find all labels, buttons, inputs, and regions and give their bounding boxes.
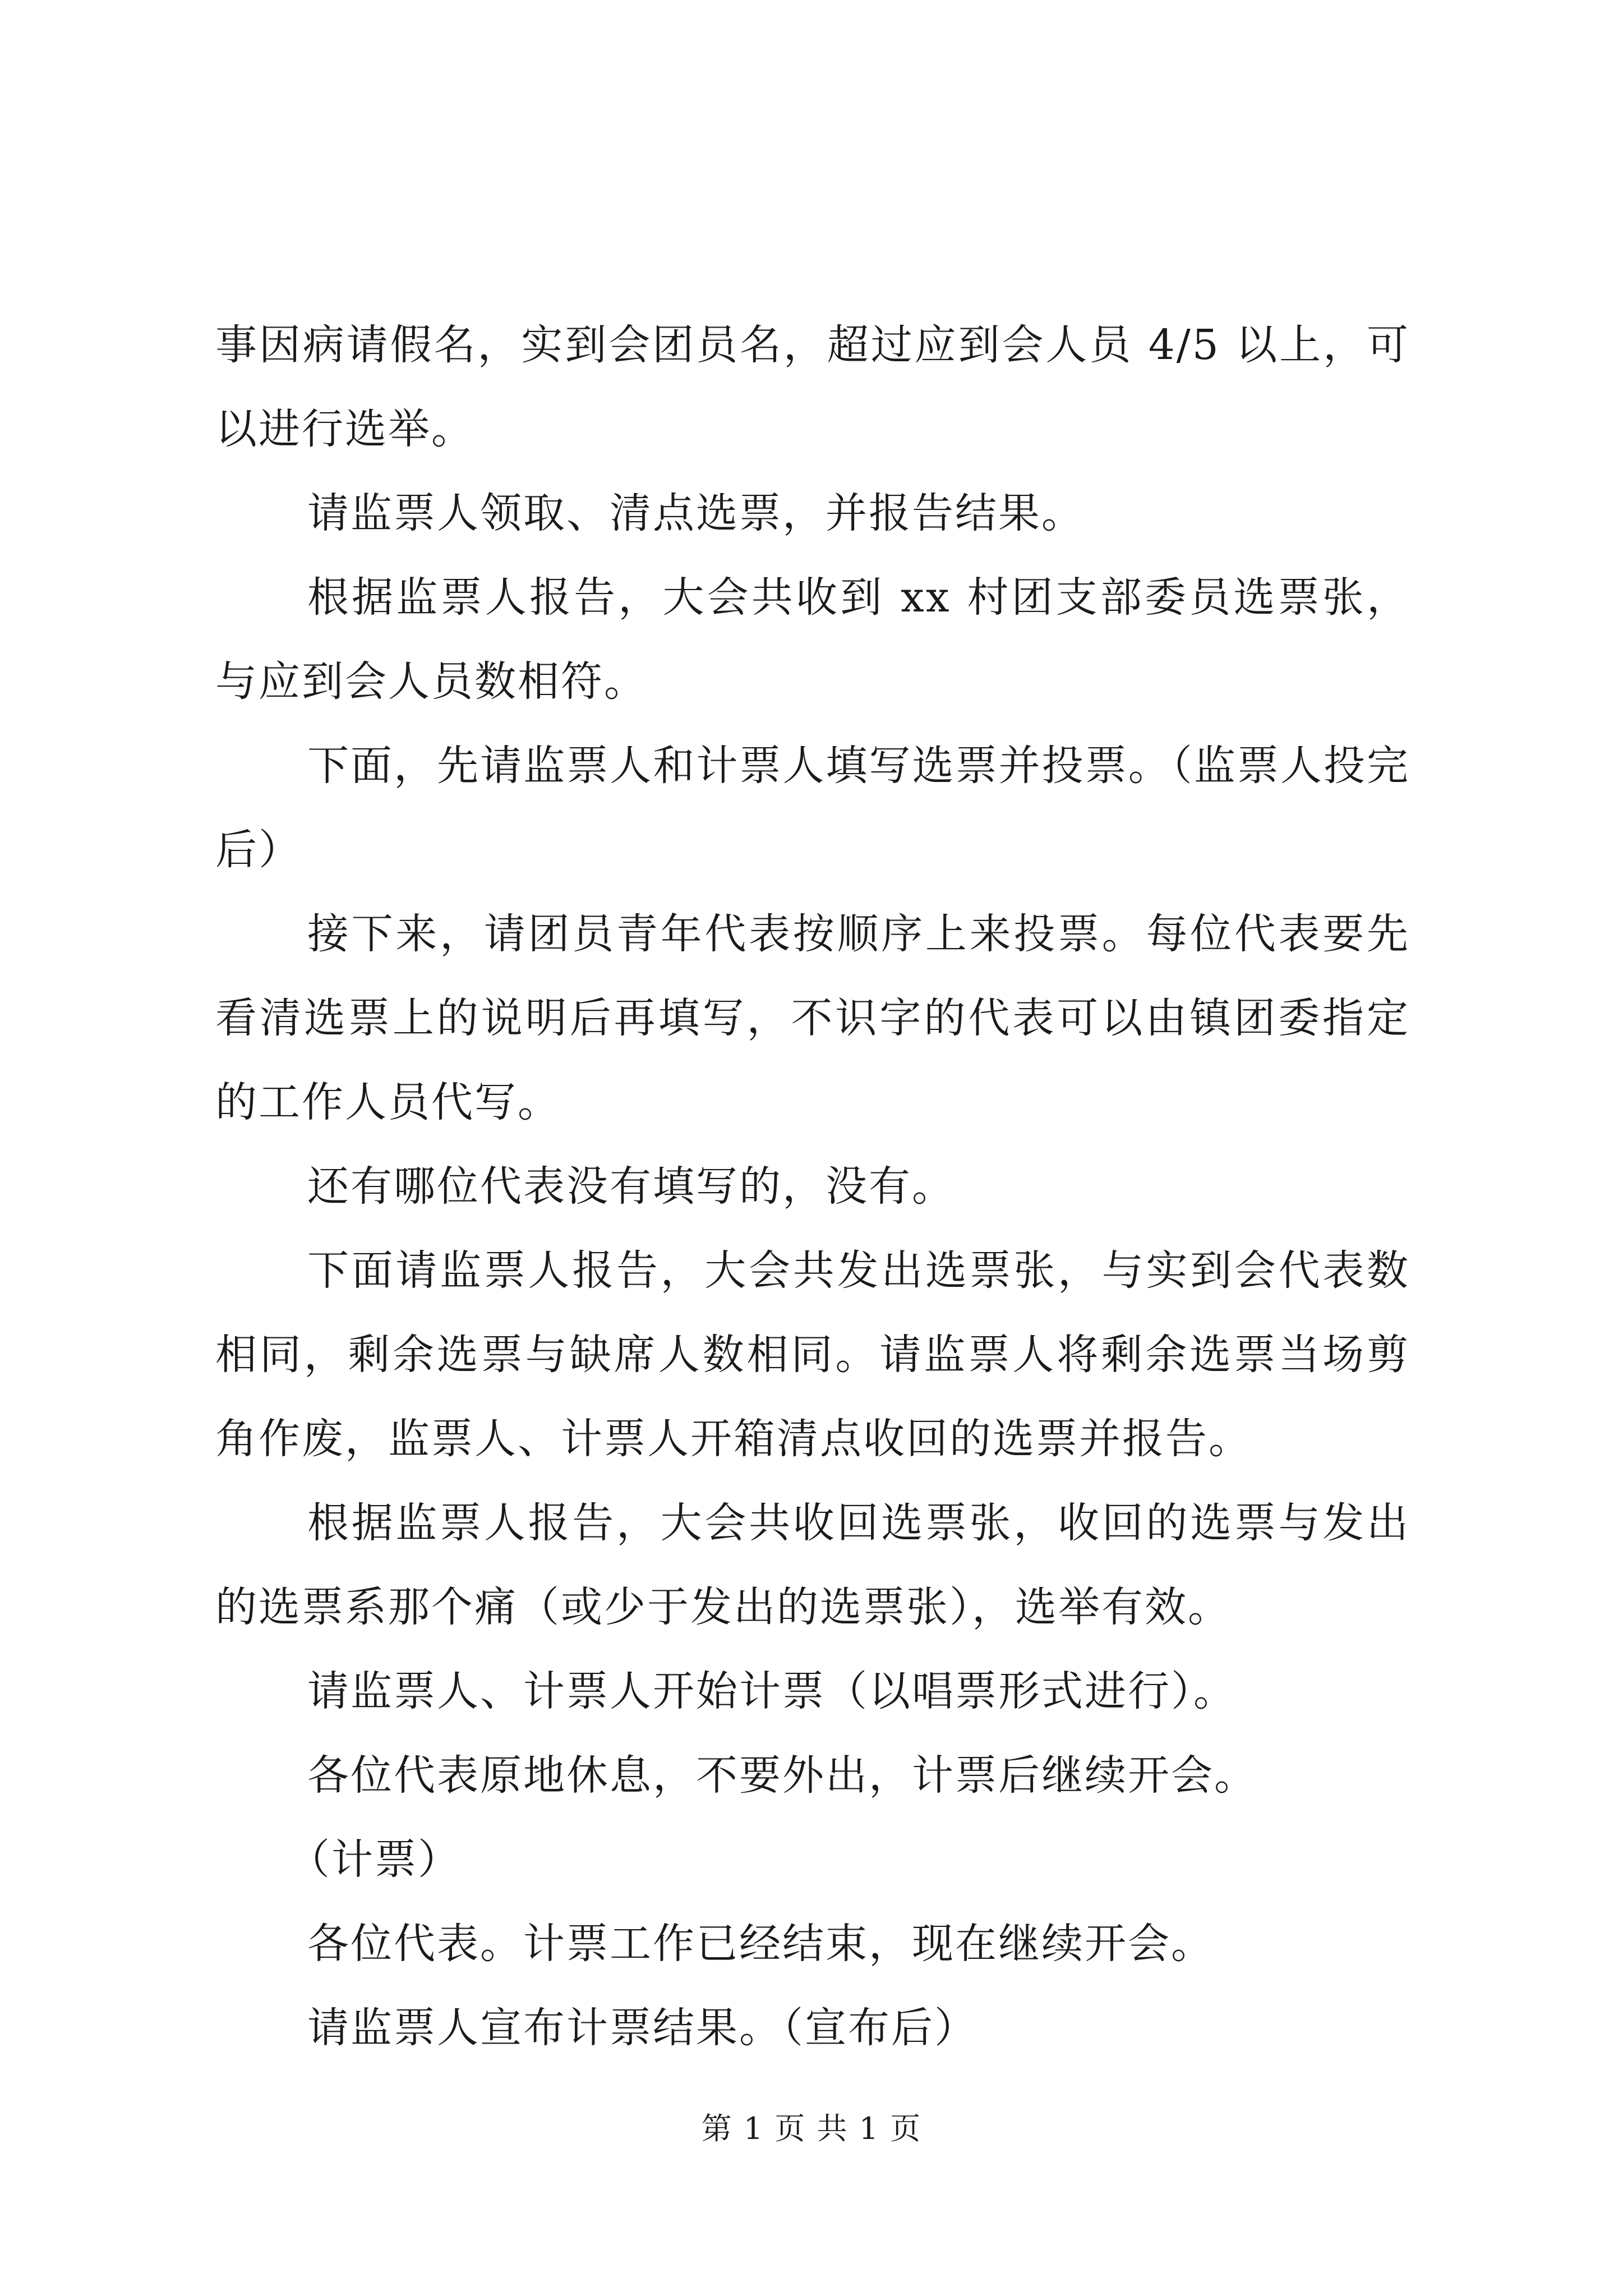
paragraph-12: 各位代表。计票工作已经结束，现在继续开会。 bbox=[307, 1920, 1214, 1968]
paragraph-5: 接下来，请团员青年代表按顺序上来投票。每位代表要先看清选票上的说明后再填写，不识字的代表可以由镇团委指定的工作人员代写。 bbox=[215, 910, 1410, 1126]
page-footer bbox=[0, 2109, 1623, 2148]
paragraph-6: 还有哪位代表没有填写的，没有。 bbox=[307, 1162, 955, 1211]
paragraph-10: 各位代表原地休息，不要外出，计票后继续开会。 bbox=[307, 1751, 1257, 1800]
paragraph-9: 请监票人、计票人开始计票（以唱票形式进行）。 bbox=[307, 1667, 1237, 1715]
paragraph-1: 事因病请假名，实到会团员名，超过应到会人员 4/5 以上，可以进行选举。 bbox=[215, 321, 1410, 453]
paragraph-4: 下面，先请监票人和计票人填写选票并投票。（监票人投完后） bbox=[215, 742, 1410, 874]
paragraph-7: 下面请监票人报告，大会共发出选票张，与实到会代表数相同，剩余选票与缺席人数相同。请监票人将剩余选票当场剪角作废，监票人、计票人开箱清点收回的选票并报告。 bbox=[215, 1246, 1410, 1463]
paragraph-2: 请监票人领取、清点选票，并报告结果。 bbox=[307, 489, 1085, 537]
paragraph-13: 请监票人宣布计票结果。（宣布后） bbox=[307, 2004, 978, 2052]
paragraph-11: （计票） bbox=[288, 1835, 461, 1884]
paragraph-3: 根据监票人报告，大会共收到 xx 村团支部委员选票张，与应到会人员数相符。 bbox=[215, 573, 1410, 706]
page-number-label: 第 1 页 共 1 页 bbox=[701, 2111, 922, 2146]
document-body bbox=[215, 303, 1410, 2070]
paragraph-8: 根据监票人报告，大会共收回选票张，收回的选票与发出的选票系那个痛（或少于发出的选票张），选举有效。 bbox=[215, 1499, 1410, 1631]
